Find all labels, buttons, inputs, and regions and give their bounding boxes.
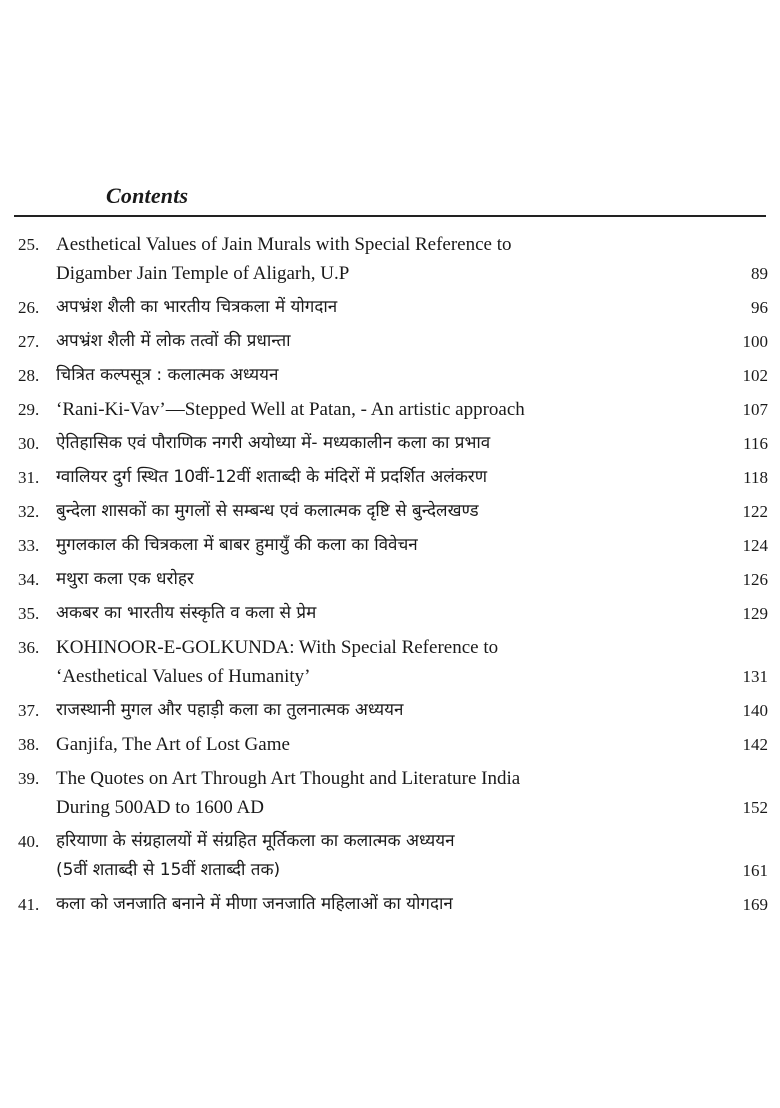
entry-title — [56, 230, 696, 288]
entry-number: 34. — [18, 570, 40, 589]
entry-title-line: The Quotes on Art Through Art Thought and Literature India — [56, 768, 521, 789]
entry-title-line: ‘Rani-Ki-Vav’—Stepped Well at Patan, - An artistic approach — [56, 399, 525, 420]
entry-number: 27. — [18, 332, 40, 351]
entry-page-number: 152 — [742, 798, 768, 817]
entry-number: 26. — [18, 298, 40, 317]
entry-number: 38. — [18, 735, 40, 754]
toc-entry — [18, 764, 768, 822]
entry-number: 41. — [18, 895, 40, 914]
contents-heading: Contents — [106, 183, 189, 208]
entry-number: 28. — [18, 366, 40, 385]
entry-title-line: (5वीं शताब्दी से 15वीं शताब्दी तक) — [56, 860, 281, 880]
entry-title-line: Ganjifa, The Art of Lost Game — [56, 734, 290, 755]
toc-entry — [18, 827, 768, 885]
entry-title-line: राजस्थानी मुगल और पहाड़ी कला का तुलनात्मक अध्ययन — [56, 700, 404, 720]
entry-page-number: 96 — [751, 298, 768, 317]
entry-page-number: 169 — [742, 895, 768, 914]
entry-title — [56, 696, 696, 725]
entry-number: 29. — [18, 400, 40, 419]
entry-page-number: 89 — [751, 264, 768, 283]
entry-title — [56, 764, 696, 822]
entry-title — [56, 531, 696, 560]
entry-page-number: 100 — [742, 332, 768, 351]
entry-title — [56, 599, 696, 628]
toc-entry — [18, 531, 768, 560]
toc-entry — [18, 361, 768, 390]
entry-title-line: Digamber Jain Temple of Aligarh, U.P — [56, 263, 350, 284]
toc-entry — [18, 463, 768, 492]
entry-title-line: कला को जनजाति बनाने में मीणा जनजाति महिलाओं का योगदान — [56, 894, 453, 914]
toc-entry — [18, 327, 768, 356]
toc-entry — [18, 633, 768, 691]
entry-title — [56, 730, 696, 759]
entry-number: 25. — [18, 235, 40, 254]
entry-page-number: 107 — [742, 400, 768, 419]
entry-title — [56, 361, 696, 390]
entry-title — [56, 565, 696, 594]
entry-title — [56, 463, 696, 492]
entry-number: 40. — [18, 832, 40, 851]
entry-title — [56, 327, 696, 356]
entry-page-number: 102 — [742, 366, 768, 385]
entry-title-line: अपभ्रंश शैली में लोक तत्वों की प्रधान्ता — [56, 331, 291, 351]
entry-page-number: 118 — [743, 468, 768, 487]
entry-title — [56, 890, 696, 919]
entry-title-line: मुगलकाल की चित्रकला में बाबर हुमायुँ की कला का विवेचन — [56, 535, 418, 555]
entry-title — [56, 827, 696, 885]
entry-page-number: 140 — [742, 701, 768, 720]
entry-title-line: ऐतिहासिक एवं पौराणिक नगरी अयोध्या में- मध्यकालीन कला का प्रभाव — [56, 433, 491, 453]
entry-page-number: 116 — [743, 434, 768, 453]
toc-entry — [18, 429, 768, 458]
entry-title — [56, 293, 696, 322]
entry-page-number: 161 — [742, 861, 768, 880]
heading-divider — [14, 215, 766, 217]
entry-title-line: बुन्देला शासकों का मुगलों से सम्बन्ध एवं कलात्मक दृष्टि से बुन्देलखण्ड — [56, 501, 479, 521]
toc-entry — [18, 599, 768, 628]
entry-number: 35. — [18, 604, 40, 623]
entry-number: 30. — [18, 434, 40, 453]
entry-number: 33. — [18, 536, 40, 555]
entry-number: 32. — [18, 502, 40, 521]
entry-title-line: अपभ्रंश शैली का भारतीय चित्रकला में योगदान — [56, 297, 338, 317]
entry-title-line: हरियाणा के संग्रहालयों में संग्रहित मूर्तिकला का कलात्मक अध्ययन — [56, 831, 455, 851]
entry-page-number: 129 — [742, 604, 768, 623]
entry-page-number: 142 — [742, 735, 768, 754]
entry-title-line: अकबर का भारतीय संस्कृति व कला से प्रेम — [56, 603, 317, 623]
entry-page-number: 131 — [742, 667, 768, 686]
entry-title — [56, 497, 696, 526]
entry-number: 39. — [18, 769, 40, 788]
toc-entry — [18, 395, 768, 424]
entry-page-number: 124 — [742, 536, 768, 555]
entry-number: 31. — [18, 468, 40, 487]
entry-title-line: KOHINOOR-E-GOLKUNDA: With Special Reference to — [56, 637, 499, 658]
entry-number: 37. — [18, 701, 40, 720]
entry-page-number: 126 — [742, 570, 768, 589]
toc-entry — [18, 497, 768, 526]
entry-title-line: Aesthetical Values of Jain Murals with Special Reference to — [56, 234, 512, 255]
entry-title-line: मथुरा कला एक धरोहर — [56, 569, 194, 589]
entry-page-number: 122 — [742, 502, 768, 521]
entry-title-line: During 500AD to 1600 AD — [56, 797, 264, 818]
toc-entry — [18, 293, 768, 322]
toc-entry — [18, 696, 768, 725]
toc-entry — [18, 565, 768, 594]
toc-entry — [18, 890, 768, 919]
entry-number: 36. — [18, 638, 40, 657]
entry-title — [56, 633, 696, 691]
toc-entry — [18, 730, 768, 759]
toc-entry — [18, 230, 768, 288]
entry-title-line: चित्रित कल्पसूत्र : कलात्मक अध्ययन — [56, 365, 279, 385]
entry-title-line: ‘Aesthetical Values of Humanity’ — [56, 666, 311, 687]
entry-title — [56, 429, 696, 458]
entry-title-line: ग्वालियर दुर्ग स्थित 10वीं-12वीं शताब्दी के मंदिरों में प्रदर्शित अलंकरण — [56, 467, 488, 487]
table-of-contents — [18, 230, 768, 924]
entry-title — [56, 395, 696, 424]
